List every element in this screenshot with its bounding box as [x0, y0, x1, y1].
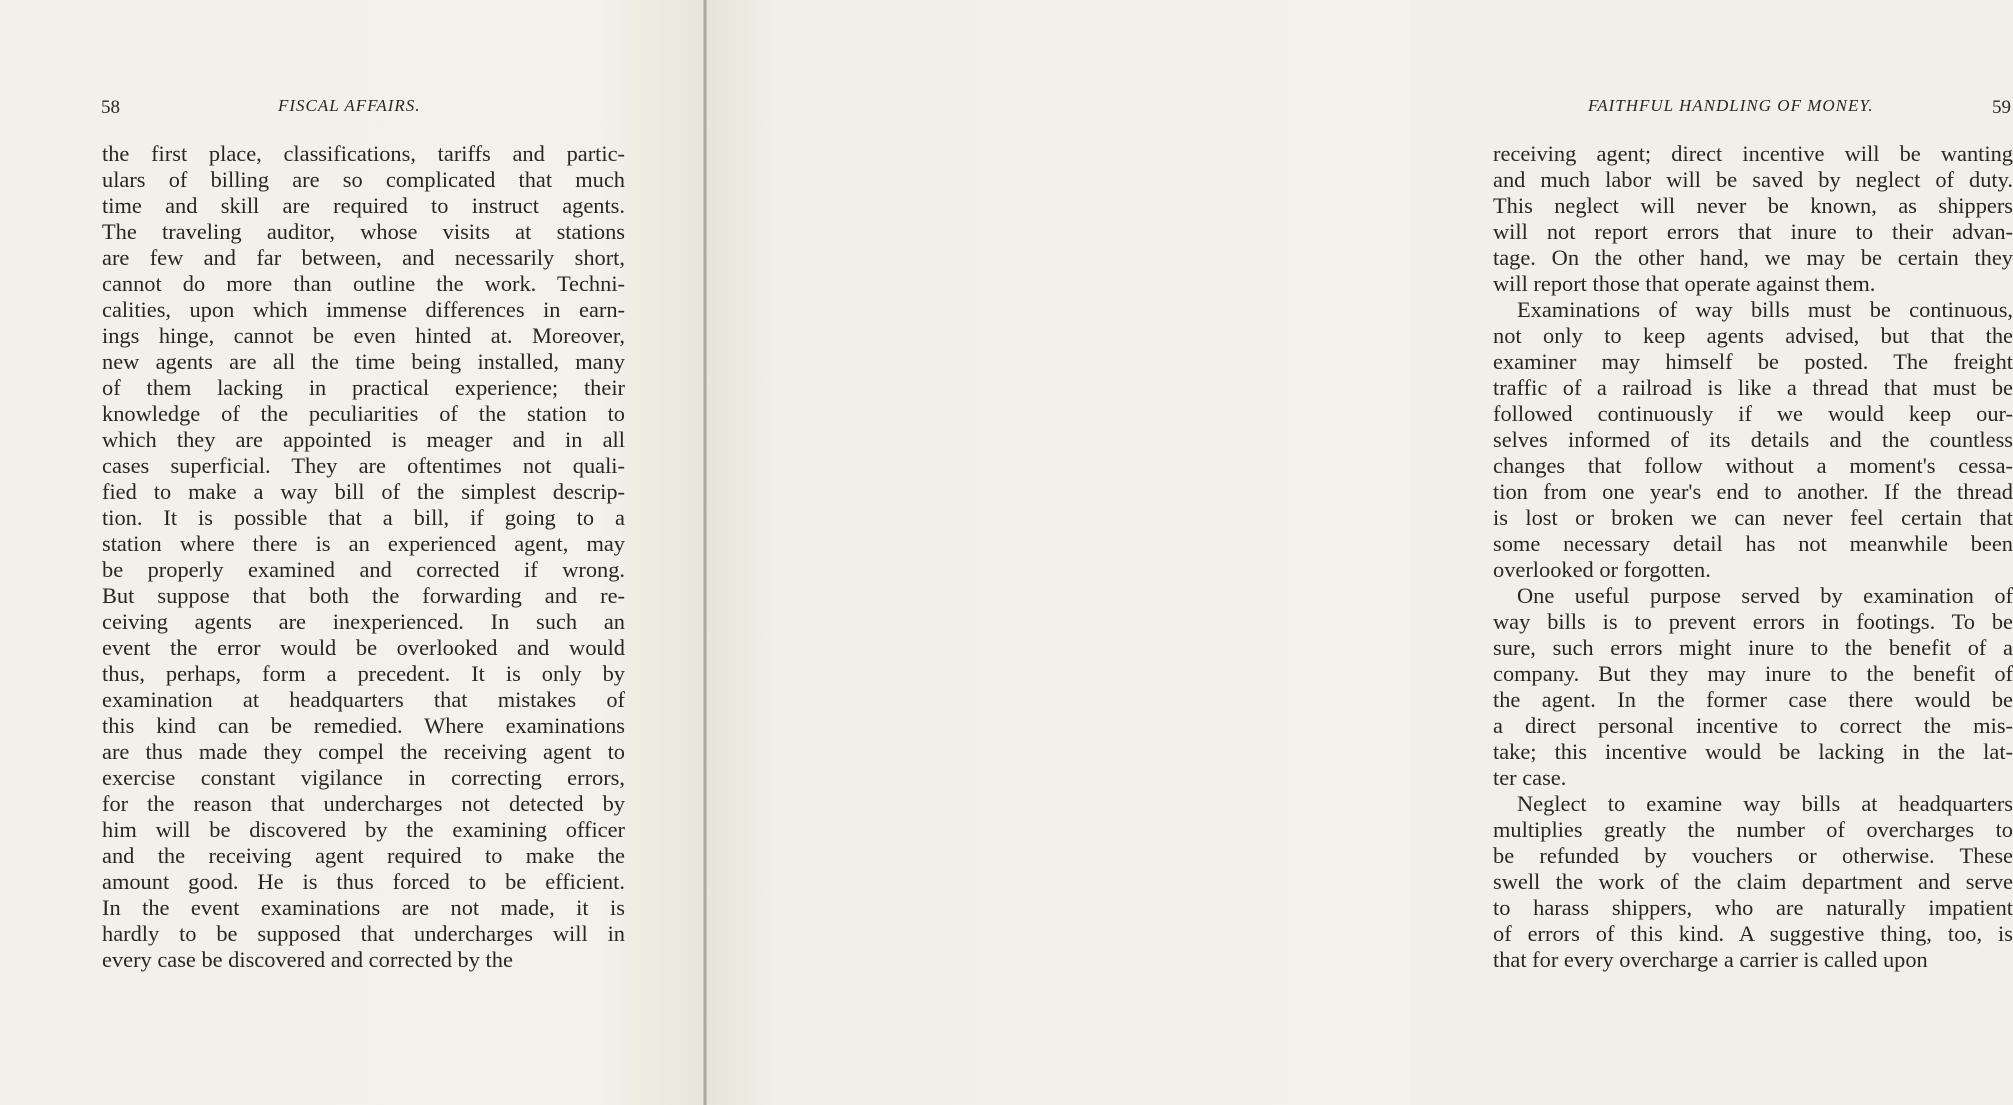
running-head-right: FAITHFUL HANDLING OF MONEY.: [1588, 96, 1874, 115]
text-line: ceiving agents are inexperienced. In such an: [102, 609, 625, 634]
text-line: ter case.: [1493, 765, 1567, 790]
text-line: event the error would be overlooked and would: [102, 635, 625, 660]
text-line: amount good. He is thus forced to be efficient.: [102, 869, 625, 894]
text-line: ulars of billing are so complicated that much: [102, 167, 625, 192]
text-line: every case be discovered and corrected by the: [102, 947, 513, 972]
text-line: be refunded by vouchers or otherwise. These: [1493, 843, 2013, 868]
text-line: The traveling auditor, whose visits at stations: [102, 219, 625, 244]
text-line: will report those that operate against them.: [1493, 271, 1876, 296]
text-line: But suppose that both the forwarding and re-: [102, 583, 625, 608]
text-line: swell the work of the claim department and serve: [1493, 869, 2013, 894]
right-page: [705, 0, 2013, 1105]
text-line: selves informed of its details and the countless: [1493, 427, 2013, 452]
text-line: cannot do more than outline the work. Techni-: [102, 271, 625, 296]
text-line: the agent. In the former case there would be: [1493, 687, 2013, 712]
text-line: exercise constant vigilance in correcting errors,: [102, 765, 625, 790]
running-head-left: FISCAL AFFAIRS.: [278, 96, 421, 115]
text-line: examiner may himself be posted. The freight: [1493, 349, 2013, 374]
text-line: is lost or broken we can never feel certain that: [1493, 505, 2013, 530]
text-line: station where there is an experienced agent, may: [102, 531, 625, 556]
text-line: changes that follow without a moment's cessa-: [1493, 453, 2013, 478]
text-line: this kind can be remedied. Where examinations: [102, 713, 625, 738]
text-line: receiving agent; direct incentive will be wanting: [1493, 141, 2013, 166]
text-line: to harass shippers, who are naturally impatient: [1493, 895, 2013, 920]
text-block-left: [102, 141, 625, 973]
text-line: new agents are all the time being installed, many: [102, 349, 625, 374]
text-line: thus, perhaps, form a precedent. It is only by: [102, 661, 625, 686]
text-line: One useful purpose served by examination of: [1517, 583, 2013, 608]
text-line: of errors of this kind. A suggestive thing, too, is: [1493, 921, 2013, 946]
text-line: and the receiving agent required to make the: [102, 843, 625, 868]
text-line: sure, such errors might inure to the benefit of a: [1493, 635, 2013, 660]
text-line: tion. It is possible that a bill, if going to a: [102, 505, 625, 530]
text-line: time and skill are required to instruct agents.: [102, 193, 625, 218]
text-line: multiplies greatly the number of overcharges to: [1493, 817, 2013, 842]
text-line: ings hinge, cannot be even hinted at. Moreover,: [102, 323, 625, 348]
text-line: overlooked or forgotten.: [1493, 557, 1711, 582]
text-line: of them lacking in practical experience; their: [102, 375, 625, 400]
text-line: and much labor will be saved by neglect of duty.: [1493, 167, 2013, 192]
text-line: tion from one year's end to another. If the thread: [1493, 479, 2013, 504]
text-line: be properly examined and corrected if wrong.: [102, 557, 625, 582]
text-line: hardly to be supposed that undercharges will in: [102, 921, 625, 946]
text-line: Neglect to examine way bills at headquarters: [1517, 791, 2013, 816]
text-line: Examinations of way bills must be continuous,: [1517, 297, 2013, 322]
text-line: some necessary detail has not meanwhile been: [1493, 531, 2013, 556]
text-line: him will be discovered by the examining officer: [102, 817, 625, 842]
text-line: followed continuously if we would keep our-: [1493, 401, 2013, 426]
text-line: tage. On the other hand, we may be certain they: [1493, 245, 2013, 270]
text-line: This neglect will never be known, as shippers: [1493, 193, 2013, 218]
text-line: a direct personal incentive to correct the mis-: [1493, 713, 2013, 738]
text-line: examination at headquarters that mistakes of: [102, 687, 625, 712]
text-line: will not report errors that inure to their advan-: [1493, 219, 2013, 244]
text-line: take; this incentive would be lacking in the lat-: [1493, 739, 2013, 764]
text-line: In the event examinations are not made, it is: [102, 895, 625, 920]
text-line: for the reason that undercharges not detected by: [102, 791, 625, 816]
text-line: fied to make a way bill of the simplest descrip-: [102, 479, 625, 504]
text-line: not only to keep agents advised, but that the: [1493, 323, 2013, 348]
text-line: are thus made they compel the receiving agent to: [102, 739, 625, 764]
page-number-left: 58: [101, 97, 120, 118]
text-line: the first place, classifications, tariffs and partic-: [102, 141, 625, 166]
text-line: traffic of a railroad is like a thread that must be: [1493, 375, 2013, 400]
text-line: which they are appointed is meager and in all: [102, 427, 625, 452]
text-line: that for every overcharge a carrier is called upon: [1493, 947, 1928, 972]
page-number-right: 59: [1992, 97, 2011, 118]
text-block-right: [1493, 141, 2013, 973]
left-page: [0, 0, 705, 1105]
text-line: are few and far between, and necessarily short,: [102, 245, 625, 270]
text-line: company. But they may inure to the benefit of: [1493, 661, 2013, 686]
text-line: knowledge of the peculiarities of the station to: [102, 401, 625, 426]
book-gutter: [703, 0, 707, 1105]
text-line: way bills is to prevent errors in footings. To be: [1493, 609, 2013, 634]
text-line: cases superficial. They are oftentimes not quali-: [102, 453, 625, 478]
text-line: calities, upon which immense differences in earn-: [102, 297, 625, 322]
